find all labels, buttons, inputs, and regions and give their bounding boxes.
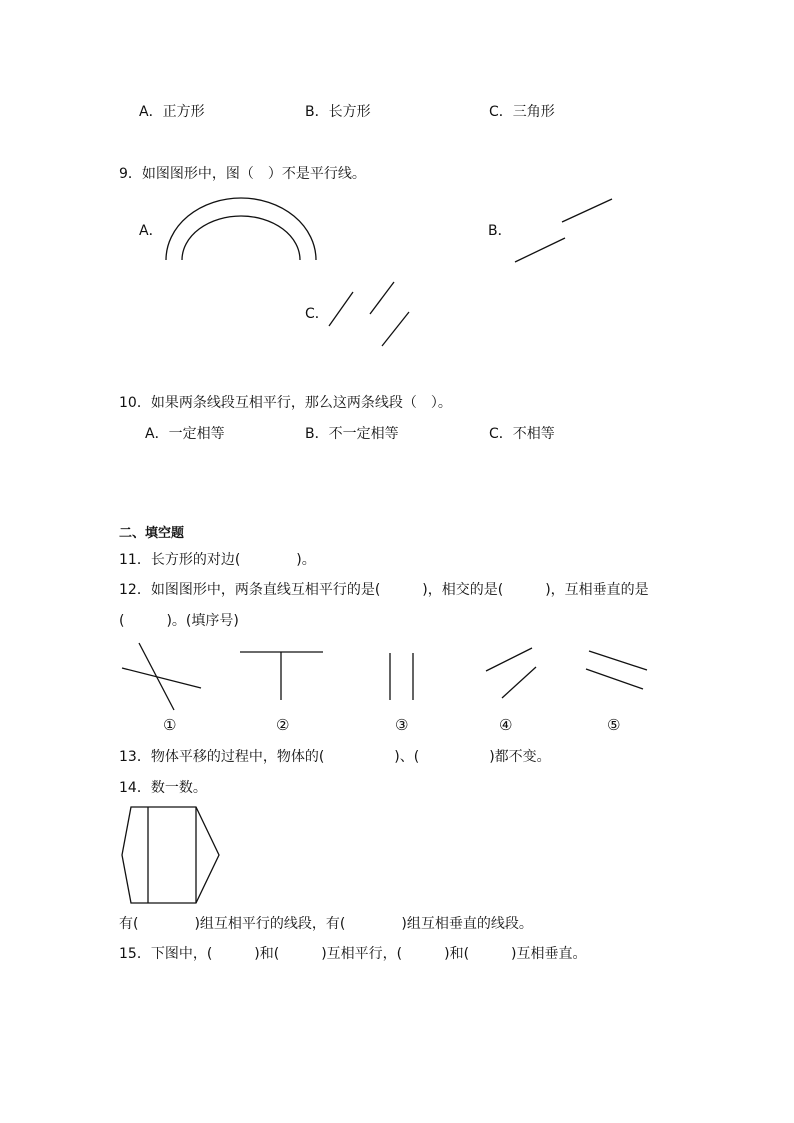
inner-arc bbox=[182, 216, 300, 260]
q15-stem: 15．下图中，( )和( )互相平行，( )和( )互相垂直。 bbox=[119, 946, 587, 962]
line-2 bbox=[370, 282, 394, 314]
upper-line bbox=[562, 199, 612, 222]
q9-figure-b-lines bbox=[510, 196, 620, 266]
q12-figure-label-4: ④ bbox=[499, 716, 513, 734]
section-title: 二、填空题 bbox=[119, 526, 185, 541]
q12-figure-label-5: ⑤ bbox=[607, 716, 621, 734]
q9-stem: 9．如图图形中，图（ ）不是平行线。 bbox=[119, 166, 366, 182]
line-3 bbox=[382, 312, 409, 346]
q14-stem: 14．数一数。 bbox=[119, 780, 207, 796]
q12-figure-label-1: ① bbox=[163, 716, 177, 734]
q12-figure-label-3: ③ bbox=[395, 716, 409, 734]
q11-stem: 11．长方形的对边( )。 bbox=[119, 552, 316, 568]
q12-line-1: 12．如图图形中，两条直线互相平行的是( )，相交的是( )，互相垂直的是 bbox=[119, 582, 649, 598]
q13-stem: 13．物体平移的过程中，物体的( )、( )都不变。 bbox=[119, 749, 551, 765]
q10-stem: 10．如果两条线段互相平行，那么这两条线段（ ）。 bbox=[119, 395, 452, 411]
q12-line-2: ( )。(填序号) bbox=[119, 613, 239, 629]
q10-option-b: B．不一定相等 bbox=[305, 426, 399, 442]
q9-label-a: A． bbox=[139, 223, 163, 239]
outer-arc bbox=[166, 198, 316, 260]
q14-answer: 有( )组互相平行的线段，有( )组互相垂直的线段。 bbox=[119, 916, 533, 932]
q9-label-b: B． bbox=[488, 223, 512, 239]
q8-option-b: B．长方形 bbox=[305, 104, 371, 120]
q10-option-a: A．一定相等 bbox=[145, 426, 225, 442]
q14-hexagon-figure bbox=[115, 800, 225, 910]
hexagon bbox=[122, 807, 219, 903]
q12-figure-5-parallel bbox=[580, 645, 655, 695]
q8-option-c: C．三角形 bbox=[489, 104, 555, 120]
lower-line bbox=[515, 238, 565, 262]
line-1 bbox=[329, 292, 353, 326]
q12-figure-4-intersecting bbox=[480, 643, 545, 703]
q12-figure-1-intersecting bbox=[115, 640, 210, 715]
q12-figure-3-parallel bbox=[380, 650, 430, 710]
q12-figure-2-perpendicular bbox=[235, 645, 330, 705]
q9-figure-c-lines bbox=[325, 280, 415, 350]
q8-option-a: A．正方形 bbox=[139, 104, 205, 120]
q12-figure-label-2: ② bbox=[276, 716, 290, 734]
q10-option-c: C．不相等 bbox=[489, 426, 555, 442]
q9-label-c: C． bbox=[305, 306, 329, 322]
q9-figure-a-arcs bbox=[160, 198, 320, 268]
